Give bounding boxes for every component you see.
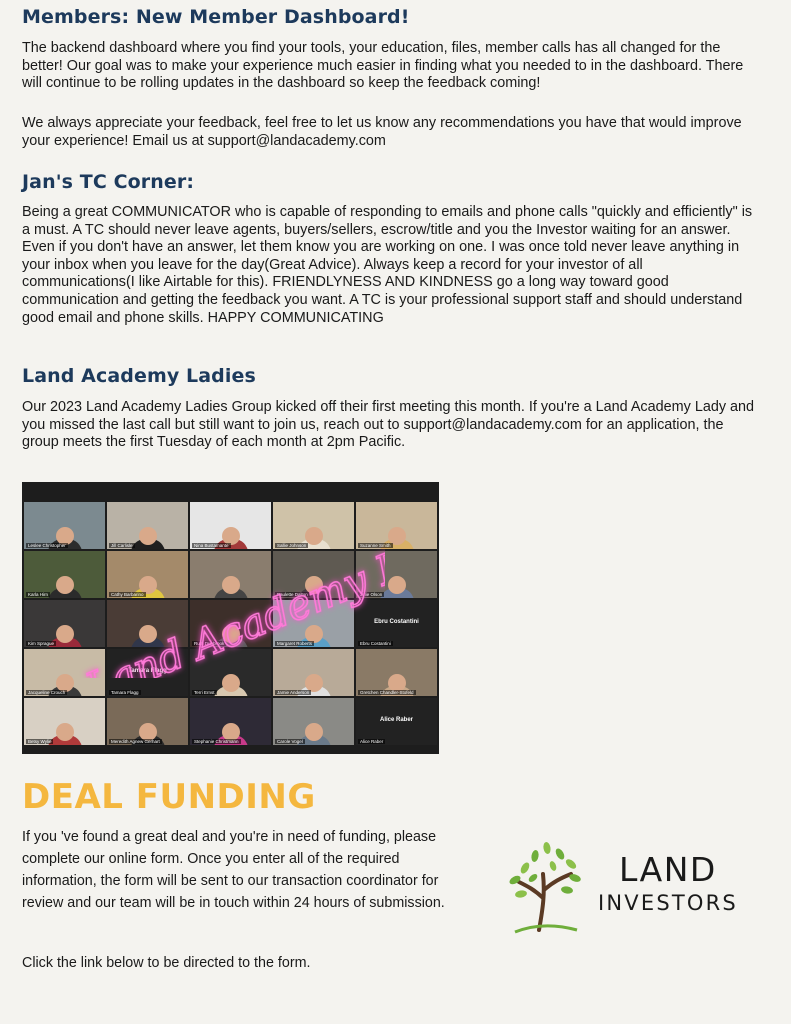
tc-corner-paragraph: Being a great COMMUNICATOR who is capable of responding to emails and phone calls "quickly and efficiently" is a must. A TC should never leave agents, buyers/sellers, escrow/title and you the Investor waiting for an answer. Even if you don't have an answer, let them know you are working on one. I was once told never leave anything in your inbox when you leave for the day(Great Advice). Always keep a record for your investor of all communications(I like Airtable for this). FRIENDLYNESS AND KINDNESS go a long way toward good communication and getting the feedback you want. A TC is your professional support staff and should understand good email and phone skills. HAPPY COMMUNICATING [22, 204, 753, 326]
video-tile [273, 502, 354, 549]
participant-caption: Jamie Anderson [277, 690, 310, 695]
video-tile [356, 600, 437, 647]
ladies-paragraph: Our 2023 Land Academy Ladies Group kicked off their first meeting this month. If you're a Land Academy Lady and you missed the last call but still want to join us, reach out to support@landacademy.com for an application, the group meets the first Tuesday of each month at 2pm Pacific. [22, 399, 755, 451]
video-tile [107, 502, 188, 549]
deal-funding-link-instruction: Click the link below to be directed to the form. [22, 955, 311, 971]
participant-caption: Stephanie Christmann [194, 739, 239, 744]
video-tile [190, 502, 271, 549]
video-tile [24, 551, 105, 598]
video-tile [24, 502, 105, 549]
members-paragraph-2: We always appreciate your feedback, feel free to let us know any recommendations you have that would improve your experience! Email us at support@landacademy.com [22, 115, 742, 149]
participant-caption: Leslee Christopher [28, 543, 66, 548]
participant-face [388, 576, 406, 594]
participant-face [56, 576, 74, 594]
participant-caption: Ruth Dunbrook [194, 641, 225, 646]
participant-caption: Ebru Costantini [360, 641, 391, 646]
participant-caption: Betsy Wylie [28, 739, 52, 744]
participant-caption: Terri Ernst [194, 690, 215, 695]
logo-text-investors: INVESTORS [598, 891, 738, 915]
deal-funding-heading: DEAL FUNDING [22, 777, 316, 817]
participant-caption: Gretchen Chandler-Stofeld [360, 690, 414, 695]
video-tile [190, 551, 271, 598]
participant-face [56, 723, 74, 741]
participant-name: Ebru Costantini [374, 618, 419, 625]
video-tile [107, 649, 188, 696]
participant-face [305, 723, 323, 741]
video-tile [107, 698, 188, 745]
video-tile [24, 698, 105, 745]
participant-caption: Cathy Barbarino [111, 592, 144, 597]
participant-name: Alice Raber [379, 716, 413, 723]
video-tile [273, 698, 354, 745]
participant-caption: Sallie Johnson [277, 543, 307, 548]
participant-caption: Margaret Roberts [277, 641, 313, 646]
participant-caption: Jill Carlisle [111, 543, 133, 548]
video-tile [356, 502, 437, 549]
members-paragraph-1: The backend dashboard where you find your tools, your education, files, member calls has all changed for the better! Our goal was to make your experience much easier in finding what you needed to in the dashboard. There will continue to be rolling updates in the dashboard so keep the feedback coming! [22, 40, 744, 92]
participant-face [222, 674, 240, 692]
participant-caption: Tamara Flagg [111, 690, 139, 695]
video-tile [24, 649, 105, 696]
ladies-heading: Land Academy Ladies [22, 365, 256, 387]
video-tile-grid [22, 502, 439, 745]
participant-caption: Paulette Dalton [277, 592, 308, 597]
neon-text: Land Academy Ladies [79, 528, 385, 678]
participant-face [56, 625, 74, 643]
video-tile [190, 649, 271, 696]
video-tile [356, 649, 437, 696]
video-tile [190, 600, 271, 647]
video-tile [273, 551, 354, 598]
video-tile [107, 600, 188, 647]
participant-caption: Karla Hirn [28, 592, 49, 597]
participant-caption: Suzanne Smith [360, 543, 391, 548]
video-tile [24, 600, 105, 647]
deal-funding-paragraph: If you 've found a great deal and you're in need of funding, please complete our online form. Once you enter all of the required information, the form will be sent to our transaction coordinator for review and our team will be in touch within 24 hours of submission. [22, 829, 445, 911]
participant-face [139, 527, 157, 545]
participant-face [222, 576, 240, 594]
video-tile [190, 698, 271, 745]
video-tile [273, 649, 354, 696]
participant-caption: Meredith Agnew Gerhart [111, 739, 160, 744]
participant-caption: Nina Bustamante [194, 543, 229, 548]
participant-caption: Jacqueline Crouch [28, 690, 66, 695]
video-tile [107, 551, 188, 598]
participant-face [139, 625, 157, 643]
participant-caption: Julie Olson [360, 592, 383, 597]
tc-corner-heading: Jan's TC Corner: [22, 171, 195, 193]
participant-caption: Alice Raber [360, 739, 384, 744]
participant-caption: Kim Sprague [28, 641, 55, 646]
video-tile [273, 600, 354, 647]
tree-icon [508, 841, 582, 932]
video-tile [356, 698, 437, 745]
video-tile [356, 551, 437, 598]
zoom-meeting-photo [22, 482, 439, 754]
logo-text-land: LAND [619, 850, 717, 889]
members-heading: Members: New Member Dashboard! [22, 6, 410, 28]
participant-caption: Carole Vogel [277, 739, 303, 744]
participant-name: Tamara Flagg [128, 667, 167, 674]
